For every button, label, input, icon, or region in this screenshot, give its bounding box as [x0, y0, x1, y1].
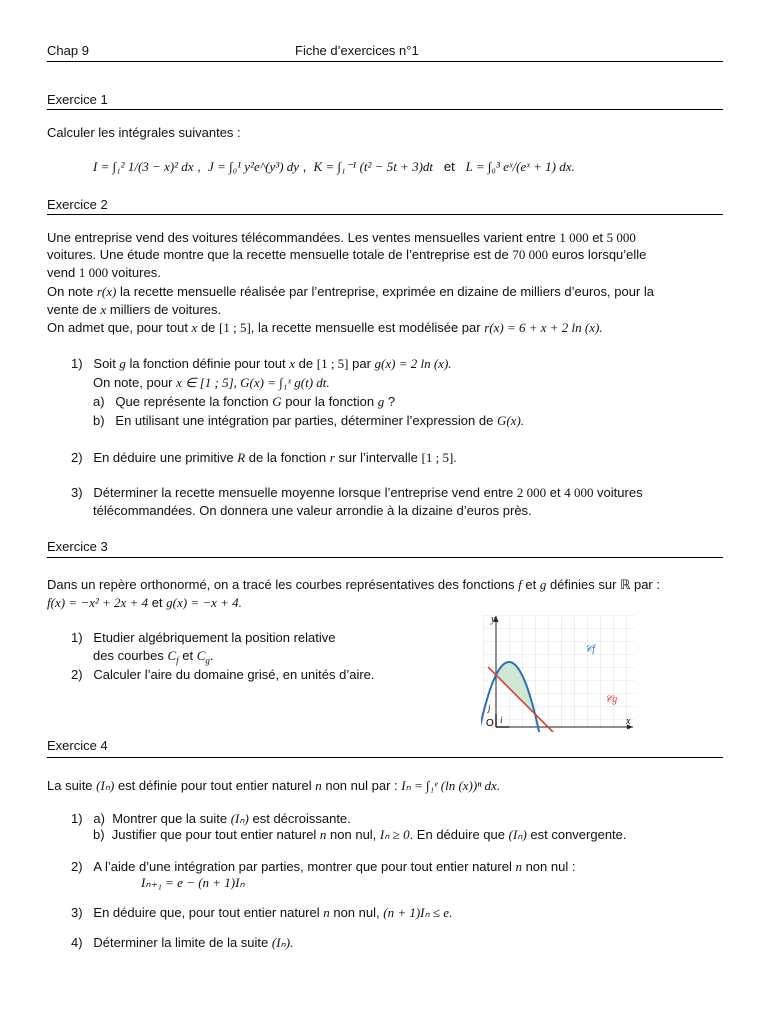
exercise-2-question-1: 1) Soit g la fonction définie pour tout x de [1 ; 5] par g(x) = 2 ln (x).: [71, 356, 452, 371]
exercise-1-intro: Calculer les intégrales suivantes :: [47, 125, 241, 140]
exercise-2-paragraph-line-6: On admet que, pour tout x de [1 ; 5], la recette mensuelle est modélisée par r(x) = 6 + x + 2 ln (x).: [47, 320, 603, 335]
exercise-2-question-2: 2) En déduire une primitive R de la fonction r sur l’intervalle [1 ; 5].: [71, 450, 457, 465]
exercise-4-divider: [47, 757, 723, 758]
exercise-2-paragraph-line-5: vente de x milliers de voitures.: [47, 302, 222, 317]
formula-J: J = ∫₀¹ y²e^(y³) dy: [208, 159, 300, 174]
exercise-2-title: Exercice 2: [47, 197, 108, 212]
j-label: j: [488, 703, 491, 713]
exercise-2-paragraph-line-2: voitures. Une étude montre que la recette mensuelle totale de l’entreprise est de 70 000 euros lorsqu’elle: [47, 247, 647, 262]
exercise-3-paragraph-line-2: f(x) = −x² + 2x + 4 et g(x) = −x + 4.: [47, 595, 242, 610]
formula-I: I = ∫₁² 1/(3 − x)² dx: [93, 159, 194, 174]
exercise-1-title: Exercice 1: [47, 92, 108, 107]
formula-K: K = ∫₁⁻¹ (t² − 5t + 3)dt: [313, 159, 434, 174]
exercise-4-question-4: 4) Déterminer la limite de la suite (Iₙ).: [71, 935, 294, 950]
and-word: et: [443, 159, 455, 174]
exercise-2-paragraph-line-1: Une entreprise vend des voitures télécommandées. Les ventes mensuelles varient entre 1 000 et 5 000: [47, 230, 636, 245]
exercise-2-question-1b: b) En utilisant une intégration par parties, déterminer l’expression de G(x).: [93, 413, 525, 428]
exercise-4-question-2: 2) A l’aide d’une intégration par parties, montrer que pour tout entier naturel n non nul :: [71, 859, 576, 874]
exercise-2-question-3: 3) Déterminer la recette mensuelle moyenne lorsque l’entreprise vend entre 2 000 et 4 000 voitures: [71, 485, 643, 500]
exercise-4-question-1a: 1) a) Montrer que la suite (Iₙ) est décroissante.: [71, 811, 351, 826]
cg-label: 𝒞g: [605, 694, 618, 705]
curves-graph: [481, 610, 637, 732]
exercise-2-paragraph-line-4: On note r(x) la recette mensuelle réalisée par l’entreprise, exprimée en dizaine de milliers d’euros, pour la: [47, 284, 654, 299]
exercise-2-question-1a: a) Que représente la fonction G pour la fonction g ?: [93, 394, 396, 409]
exercise-3-question-1: 1) Etudier algébriquement la position relative: [71, 630, 336, 645]
chapter-label: Chap 9: [47, 43, 89, 58]
exercise-2-divider: [47, 214, 723, 215]
exercise-2-question-1-line-2: On note, pour x ∈ [1 ; 5], G(x) = ∫₁ˣ g(t) dt.: [93, 375, 330, 390]
exercise-2-paragraph-line-3: vend 1 000 voitures.: [47, 265, 161, 280]
cf-label: 𝒞f: [585, 644, 596, 655]
formula-L: L = ∫₀³ eˣ/(eˣ + 1) dx.: [465, 159, 575, 174]
worksheet-title: Fiche d’exercices n°1: [295, 43, 419, 58]
exercise-3-question-2: 2) Calculer l’aire du domaine grisé, en unités d’aire.: [71, 667, 375, 682]
graph-svg: [481, 610, 637, 732]
exercise-1-divider: [47, 109, 723, 110]
exercise-4-question-2-formula: Iₙ₊₁ = e − (n + 1)Iₙ: [141, 875, 245, 890]
header-divider: [47, 61, 723, 62]
i-label: i: [500, 715, 503, 725]
exercise-3-paragraph-line-1: Dans un repère orthonormé, on a tracé les courbes représentatives des fonctions f et g définies sur ℝ par :: [47, 577, 660, 592]
exercise-4-question-1b: b) Justifier que pour tout entier naturel n non nul, Iₙ ≥ 0. En déduire que (Iₙ) est convergente.: [93, 827, 627, 842]
exercise-4-question-3: 3) En déduire que, pour tout entier naturel n non nul, (n + 1)Iₙ ≤ e.: [71, 905, 453, 920]
exercise-1-formulas: I = ∫₁² 1/(3 − x)² dx , J = ∫₀¹ y²e^(y³) dy , K = ∫₁⁻¹ (t² − 5t + 3)dt et L = ∫₀³ eˣ/(eˣ + 1) dx.: [93, 159, 575, 174]
exercise-3-question-1-line-2: des courbes $C_f$ et $C_g$.: [93, 648, 214, 666]
origin-label: O: [486, 718, 494, 729]
exercise-2-question-3-line-2: télécommandées. On donnera une valeur arrondie à la dizaine d’euros près.: [93, 503, 532, 518]
exercise-4-title: Exercice 4: [47, 738, 108, 753]
x-axis-label: x: [626, 716, 631, 727]
exercise-3-title: Exercice 3: [47, 539, 108, 554]
y-axis-label: y: [491, 614, 496, 625]
exercise-3-divider: [47, 557, 723, 558]
exercise-4-paragraph: La suite (Iₙ) est définie pour tout entier naturel n non nul par : Iₙ = ∫₁ᵉ (ln (x))ⁿ dx.: [47, 778, 501, 793]
